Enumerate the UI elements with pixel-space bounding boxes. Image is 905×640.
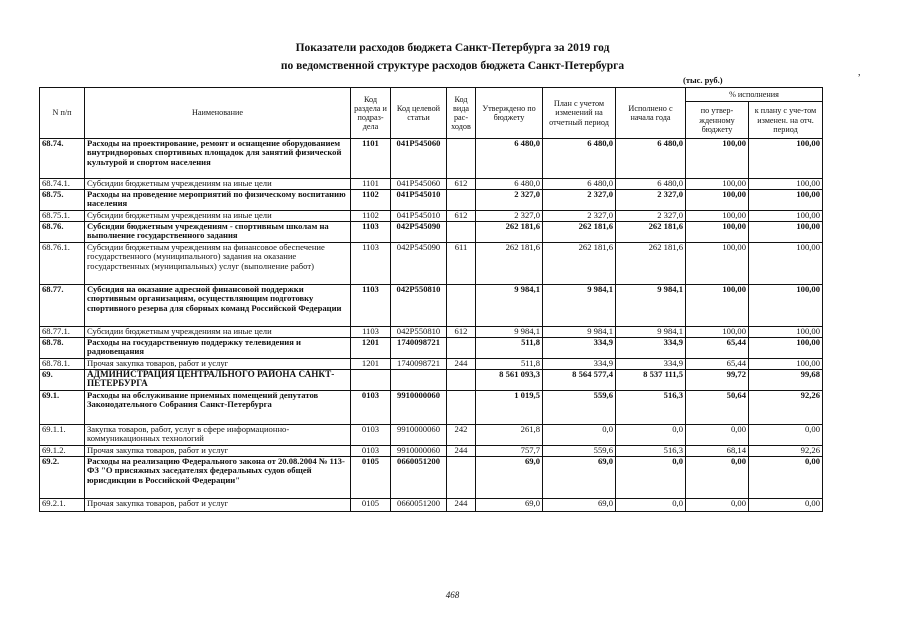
row-number: 68.76.1.: [40, 243, 85, 285]
row-name: Субсидия на оказание адресной финансовой поддержки спортивным организациям, осуществляющим подготовку спортивного резерва для сборных команд Российской Федерации: [85, 285, 351, 327]
row-expense-type: 244: [447, 499, 476, 512]
row-name: Субсидии бюджетным учреждениям - спортивным школам на выполнение государственного задания: [85, 222, 351, 243]
header-executed: Исполнено с начала года: [616, 88, 686, 139]
row-percent-approved: 68,14: [686, 446, 749, 457]
row-percent-approved: 100,00: [686, 190, 749, 211]
row-razdel-code: 1103: [351, 327, 391, 338]
budget-table: [39, 87, 823, 512]
row-razdel-code: 0103: [351, 391, 391, 425]
header-plan: План с учетом изменений на отчетный период: [543, 88, 616, 139]
row-target-article: 0660051200: [391, 457, 447, 499]
row-executed: 0,0: [616, 499, 686, 512]
row-percent-approved: 100,00: [686, 285, 749, 327]
row-approved: 6 480,0: [476, 139, 543, 179]
row-number: 69.: [40, 370, 85, 391]
row-percent-plan: 100,00: [749, 211, 823, 222]
row-executed: 516,3: [616, 391, 686, 425]
row-number: 68.76.: [40, 222, 85, 243]
row-percent-approved: 0,00: [686, 425, 749, 446]
row-name: АДМИНИСТРАЦИЯ ЦЕНТРАЛЬНОГО РАЙОНА САНКТ-ПЕТЕРБУРГА: [85, 370, 351, 391]
row-number: 68.78.1.: [40, 359, 85, 370]
row-plan: 262 181,6: [543, 243, 616, 285]
row-plan: 2 327,0: [543, 211, 616, 222]
table-body: [40, 139, 823, 512]
row-percent-plan: 0,00: [749, 499, 823, 512]
row-expense-type: 244: [447, 446, 476, 457]
row-number: 69.2.1.: [40, 499, 85, 512]
row-target-article: 042Р550810: [391, 327, 447, 338]
row-number: 69.2.: [40, 457, 85, 499]
row-name: Субсидии бюджетным учреждениям на иные цели: [85, 211, 351, 222]
row-percent-approved: 100,00: [686, 222, 749, 243]
row-executed: 262 181,6: [616, 243, 686, 285]
row-percent-plan: 92,26: [749, 391, 823, 425]
row-expense-type: [447, 370, 476, 391]
row-name: Закупка товаров, работ, услуг в сфере информационно-коммуникационных технологий: [85, 425, 351, 446]
row-percent-approved: 50,64: [686, 391, 749, 425]
row-executed: 262 181,6: [616, 222, 686, 243]
row-percent-plan: 100,00: [749, 179, 823, 190]
row-razdel-code: 0103: [351, 425, 391, 446]
row-plan: 0,0: [543, 425, 616, 446]
row-plan: 9 984,1: [543, 327, 616, 338]
row-razdel-code: 0105: [351, 499, 391, 512]
row-plan: 8 564 577,4: [543, 370, 616, 391]
row-approved: 6 480,0: [476, 179, 543, 190]
row-expense-type: [447, 222, 476, 243]
table-row: [40, 338, 823, 359]
row-expense-type: [447, 190, 476, 211]
row-target-article: 041Р545060: [391, 179, 447, 190]
row-percent-plan: 100,00: [749, 139, 823, 179]
row-plan: 69,0: [543, 499, 616, 512]
row-razdel-code: 1201: [351, 359, 391, 370]
row-target-article: 041Р545010: [391, 190, 447, 211]
row-percent-approved: 0,00: [686, 499, 749, 512]
row-approved: 1 019,5: [476, 391, 543, 425]
row-plan: 6 480,0: [543, 139, 616, 179]
row-number: 68.77.1.: [40, 327, 85, 338]
row-percent-approved: 99,72: [686, 370, 749, 391]
row-target-article: 0660051200: [391, 499, 447, 512]
row-percent-plan: 100,00: [749, 338, 823, 359]
row-name: Субсидии бюджетным учреждениям на иные цели: [85, 179, 351, 190]
table-row: [40, 179, 823, 190]
row-percent-plan: 100,00: [749, 243, 823, 285]
row-target-article: [391, 370, 447, 391]
row-plan: 69,0: [543, 457, 616, 499]
row-percent-plan: 92,26: [749, 446, 823, 457]
row-target-article: 1740098721: [391, 359, 447, 370]
row-number: 68.77.: [40, 285, 85, 327]
row-target-article: 9910000060: [391, 425, 447, 446]
row-number: 69.1.2.: [40, 446, 85, 457]
table-row: [40, 285, 823, 327]
row-percent-approved: 0,00: [686, 457, 749, 499]
row-executed: 516,3: [616, 446, 686, 457]
table-row: [40, 222, 823, 243]
header-percent-plan: к плану с уче-том изменен. на отч. период: [749, 102, 823, 139]
row-executed: 6 480,0: [616, 139, 686, 179]
row-expense-type: [447, 457, 476, 499]
row-razdel-code: [351, 370, 391, 391]
row-approved: 511,8: [476, 338, 543, 359]
row-name: Прочая закупка товаров, работ и услуг: [85, 446, 351, 457]
row-target-article: 9910000060: [391, 391, 447, 425]
table-row: [40, 370, 823, 391]
row-percent-approved: 65,44: [686, 359, 749, 370]
row-name: Субсидии бюджетным учреждениям на иные цели: [85, 327, 351, 338]
row-expense-type: 612: [447, 327, 476, 338]
row-plan: 559,6: [543, 446, 616, 457]
row-percent-plan: 0,00: [749, 457, 823, 499]
row-plan: 6 480,0: [543, 179, 616, 190]
row-name: Расходы на обслуживание приемных помещений депутатов Законодательного Собрания Санкт-Петербурга: [85, 391, 351, 425]
row-razdel-code: 1103: [351, 222, 391, 243]
row-expense-type: 612: [447, 179, 476, 190]
row-name: Субсидии бюджетным учреждениям на финансовое обеспечение государственного (муниципального) задания на оказание государственных (муниципальных) услуг (выполнение работ): [85, 243, 351, 285]
row-target-article: 042Р545090: [391, 222, 447, 243]
report-title-line2: по ведомственной структуре расходов бюджета Санкт-Петербурга: [280, 60, 625, 72]
row-target-article: 042Р545090: [391, 243, 447, 285]
header-percent-group: % исполнения: [686, 88, 823, 102]
row-approved: 757,7: [476, 446, 543, 457]
row-approved: 9 984,1: [476, 327, 543, 338]
row-percent-approved: 65,44: [686, 338, 749, 359]
row-razdel-code: 1103: [351, 243, 391, 285]
row-percent-plan: 99,68: [749, 370, 823, 391]
table-row: [40, 499, 823, 512]
header-num: N п/п: [40, 88, 85, 139]
row-executed: 334,9: [616, 359, 686, 370]
row-razdel-code: 1102: [351, 190, 391, 211]
row-executed: 9 984,1: [616, 327, 686, 338]
row-executed: 0,0: [616, 457, 686, 499]
row-percent-plan: 0,00: [749, 425, 823, 446]
row-number: 69.1.: [40, 391, 85, 425]
row-number: 68.74.: [40, 139, 85, 179]
page-number: 468: [445, 590, 460, 600]
row-target-article: 9910000060: [391, 446, 447, 457]
header-expense-type: Код вида рас-ходов: [447, 88, 476, 139]
table-row: [40, 211, 823, 222]
row-percent-approved: 100,00: [686, 327, 749, 338]
row-plan: 334,9: [543, 338, 616, 359]
row-number: 68.74.1.: [40, 179, 85, 190]
row-razdel-code: 0105: [351, 457, 391, 499]
row-name: Расходы на реализацию Федерального закона от 20.08.2004 № 113-ФЗ "О присяжных заседателях федеральных судов общей юрисдикции в Российской Федерации": [85, 457, 351, 499]
row-percent-plan: 100,00: [749, 190, 823, 211]
table-row: [40, 139, 823, 179]
row-target-article: 041Р545010: [391, 211, 447, 222]
row-percent-approved: 100,00: [686, 243, 749, 285]
table-row: [40, 243, 823, 285]
row-approved: 69,0: [476, 457, 543, 499]
row-plan: 262 181,6: [543, 222, 616, 243]
row-executed: 2 327,0: [616, 190, 686, 211]
row-razdel-code: 1103: [351, 285, 391, 327]
row-executed: 334,9: [616, 338, 686, 359]
row-approved: 9 984,1: [476, 285, 543, 327]
row-executed: 2 327,0: [616, 211, 686, 222]
row-expense-type: 242: [447, 425, 476, 446]
row-target-article: 041Р545060: [391, 139, 447, 179]
row-razdel-code: 1101: [351, 139, 391, 179]
row-name: Прочая закупка товаров, работ и услуг: [85, 359, 351, 370]
row-target-article: 042Р550810: [391, 285, 447, 327]
row-expense-type: 612: [447, 211, 476, 222]
header-percent-approved: по утвер-жденному бюджету: [686, 102, 749, 139]
row-percent-plan: 100,00: [749, 359, 823, 370]
header-razdel: Код раздела и подраз-дела: [351, 88, 391, 139]
table-row: [40, 190, 823, 211]
row-plan: 9 984,1: [543, 285, 616, 327]
row-executed: 6 480,0: [616, 179, 686, 190]
row-expense-type: [447, 338, 476, 359]
row-razdel-code: 1102: [351, 211, 391, 222]
table-row: [40, 446, 823, 457]
row-expense-type: 611: [447, 243, 476, 285]
row-executed: 0,0: [616, 425, 686, 446]
row-razdel-code: 1201: [351, 338, 391, 359]
report-title-line1: Показатели расходов бюджета Санкт-Петербурга за 2019 год: [295, 42, 610, 54]
table-row: [40, 425, 823, 446]
stray-mark: ,: [858, 67, 861, 78]
table-row: [40, 359, 823, 370]
row-razdel-code: 1101: [351, 179, 391, 190]
row-name: Расходы на государственную поддержку телевидения и радиовещания: [85, 338, 351, 359]
row-percent-approved: 100,00: [686, 139, 749, 179]
row-percent-approved: 100,00: [686, 211, 749, 222]
row-plan: 559,6: [543, 391, 616, 425]
row-name: Прочая закупка товаров, работ и услуг: [85, 499, 351, 512]
row-plan: 334,9: [543, 359, 616, 370]
row-approved: 8 561 093,3: [476, 370, 543, 391]
header-target-article: Код целевой статьи: [391, 88, 447, 139]
row-approved: 261,8: [476, 425, 543, 446]
row-expense-type: [447, 139, 476, 179]
row-approved: 511,8: [476, 359, 543, 370]
row-approved: 2 327,0: [476, 211, 543, 222]
row-target-article: 1740098721: [391, 338, 447, 359]
row-approved: 69,0: [476, 499, 543, 512]
row-executed: 9 984,1: [616, 285, 686, 327]
row-razdel-code: 0103: [351, 446, 391, 457]
row-number: 68.75.: [40, 190, 85, 211]
row-plan: 2 327,0: [543, 190, 616, 211]
table-row: [40, 327, 823, 338]
row-percent-plan: 100,00: [749, 285, 823, 327]
row-number: 68.78.: [40, 338, 85, 359]
table-row: [40, 391, 823, 425]
row-number: 69.1.1.: [40, 425, 85, 446]
row-approved: 262 181,6: [476, 222, 543, 243]
row-percent-approved: 100,00: [686, 179, 749, 190]
row-approved: 262 181,6: [476, 243, 543, 285]
row-percent-plan: 100,00: [749, 222, 823, 243]
row-expense-type: [447, 391, 476, 425]
row-number: 68.75.1.: [40, 211, 85, 222]
table-row: [40, 457, 823, 499]
header-name: Наименование: [85, 88, 351, 139]
row-expense-type: 244: [447, 359, 476, 370]
units-label: (тыс. руб.): [683, 75, 723, 85]
row-name: Расходы на проведение мероприятий по физическому воспитанию населения: [85, 190, 351, 211]
row-name: Расходы на проектирование, ремонт и оснащение оборудованием внутридворовых спортивных площадок для занятий физической культурой и спортом населения: [85, 139, 351, 179]
row-expense-type: [447, 285, 476, 327]
row-executed: 8 537 111,5: [616, 370, 686, 391]
row-approved: 2 327,0: [476, 190, 543, 211]
row-percent-plan: 100,00: [749, 327, 823, 338]
header-approved: Утверждено по бюджету: [476, 88, 543, 139]
